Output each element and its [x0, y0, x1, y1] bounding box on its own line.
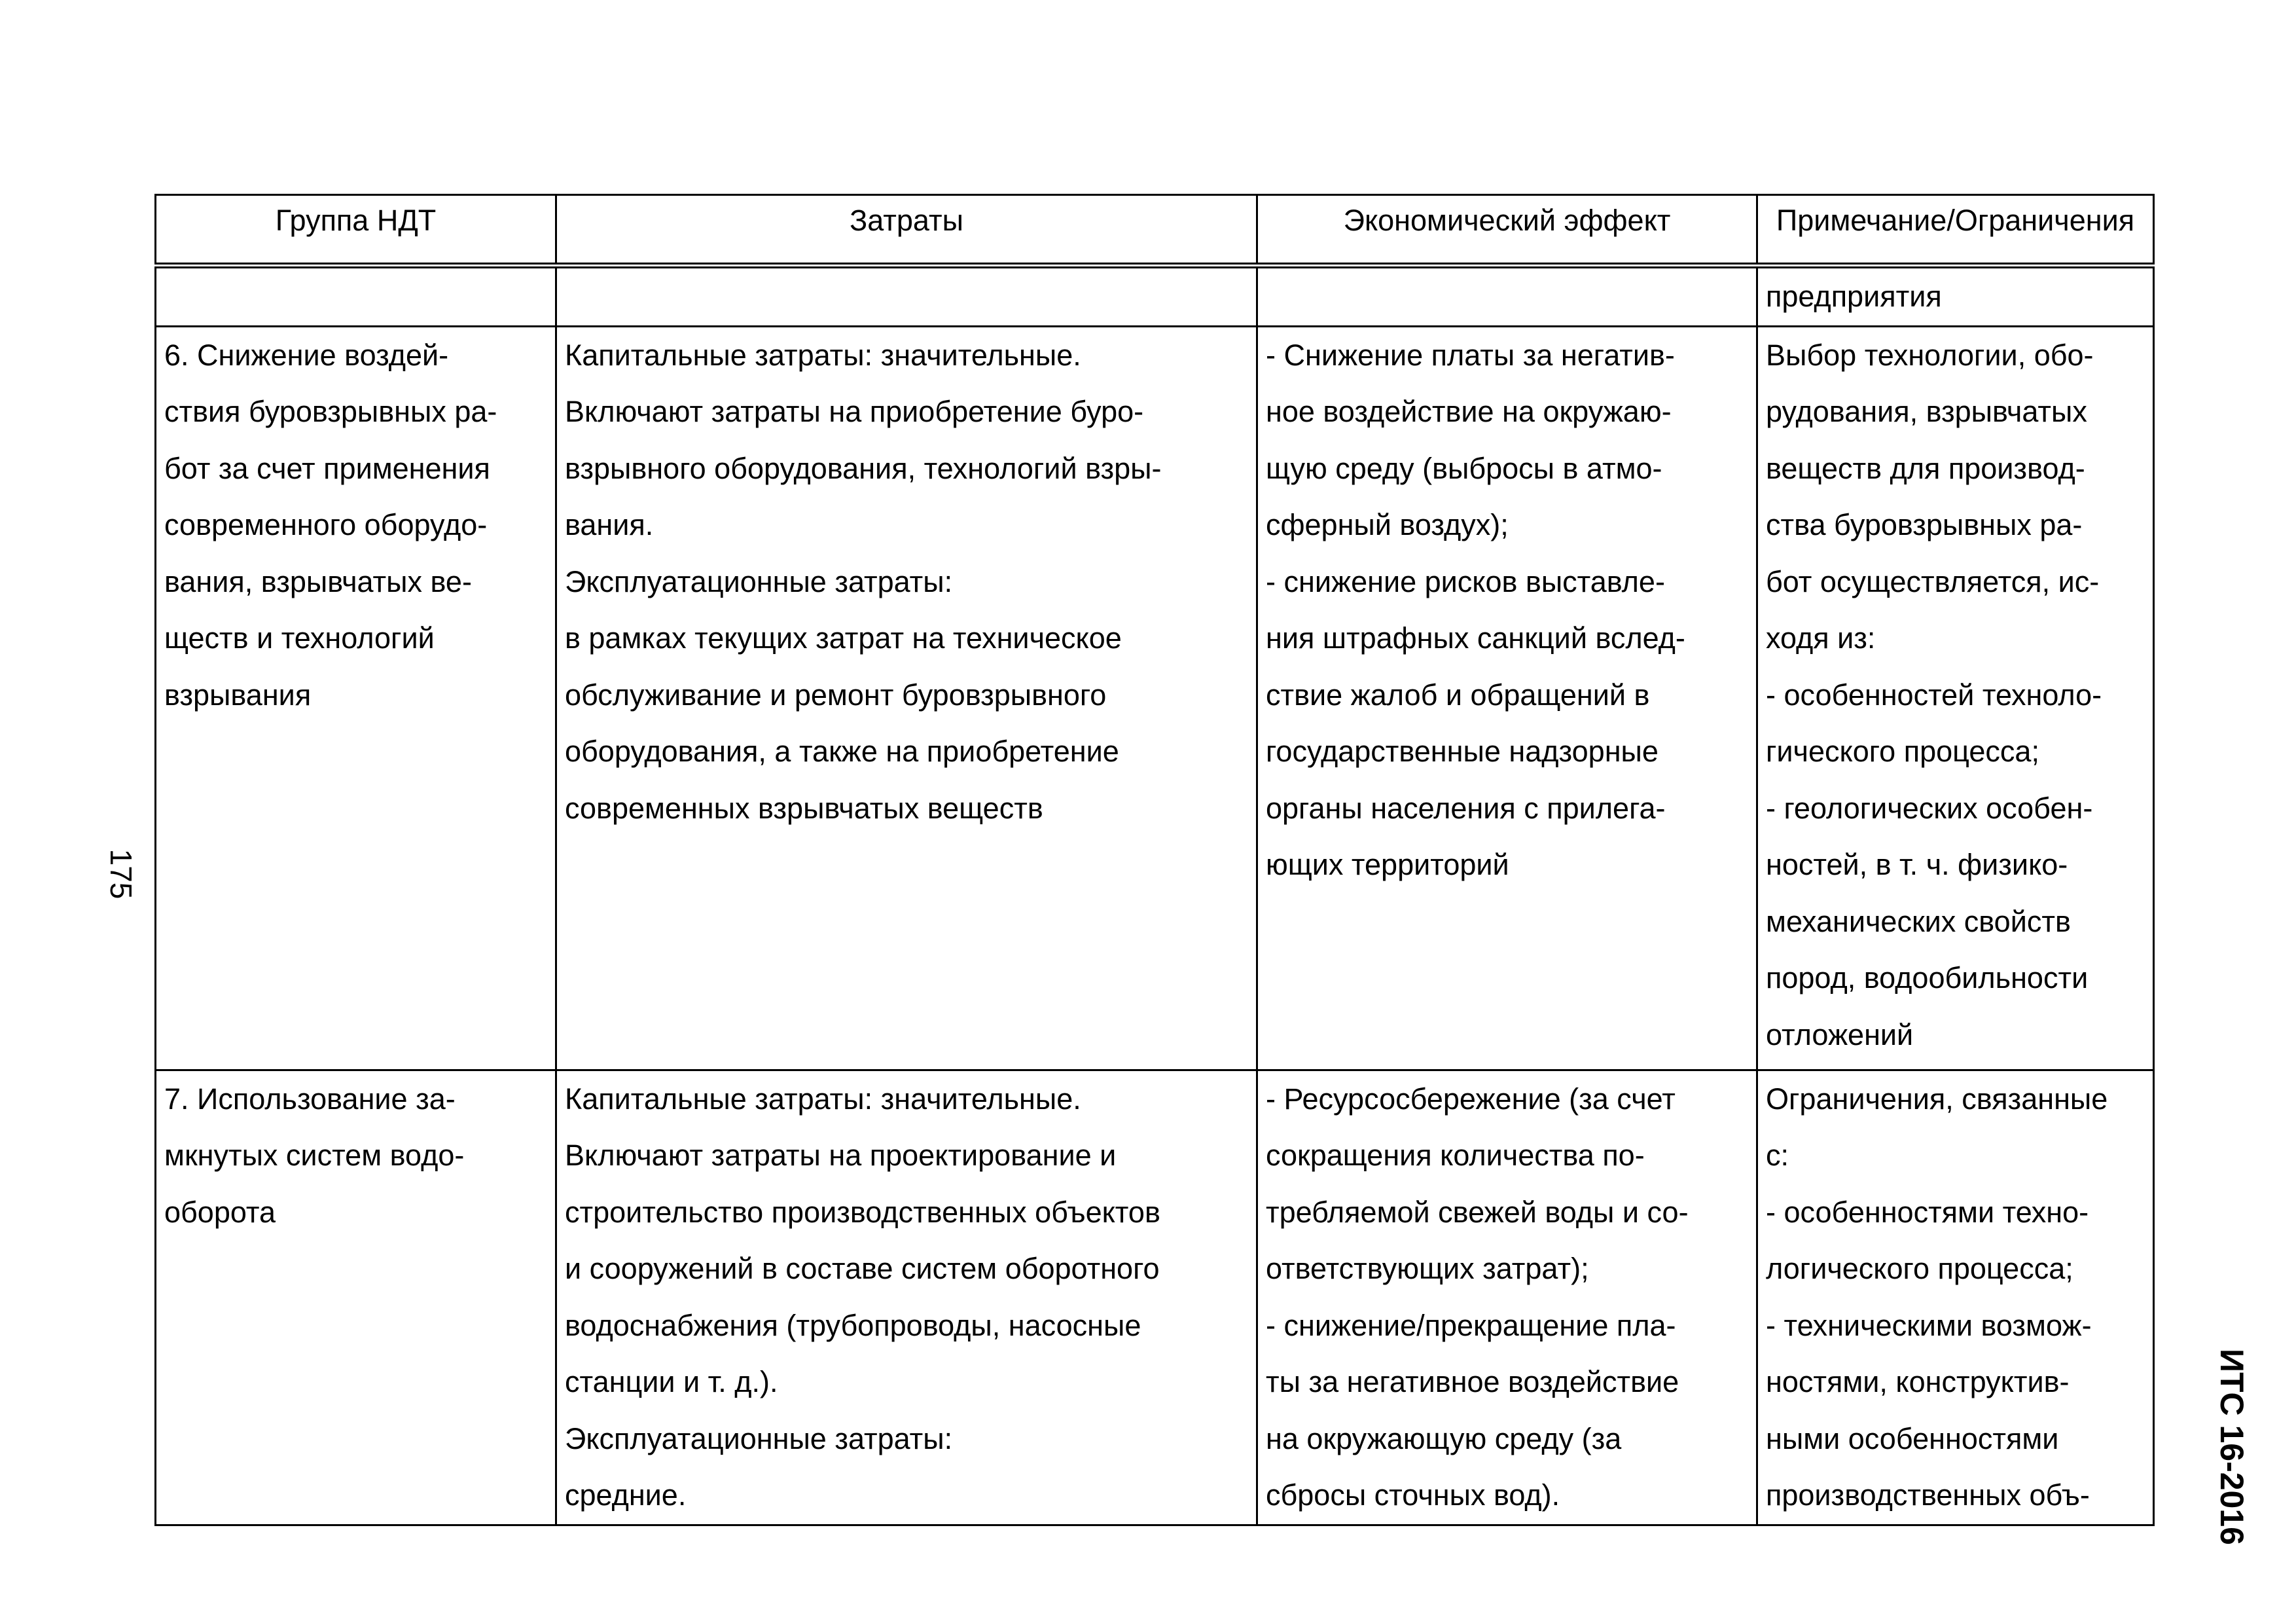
cell-text-line: взрывного оборудования, технологий взры- [565, 451, 1162, 485]
cell-text-line: Капитальные затраты: значительные. [565, 1082, 1081, 1116]
header-group: Группа НДТ [156, 195, 556, 266]
cell-text-line: органы населения с прилега- [1266, 791, 1666, 825]
ndt-table [154, 194, 2155, 1526]
cell-text-line: ходя из: [1766, 621, 1876, 655]
cont-cell-effect [1257, 266, 1757, 327]
cell-text-line: Эксплуатационные затраты: [565, 564, 953, 598]
cell-text-line: щую среду (выбросы в атмо- [1266, 451, 1662, 485]
document-code: ИТС 16-2016 [2214, 1349, 2250, 1545]
cont-cell-costs [556, 266, 1257, 327]
cell-text-line: оборудования, а также на приобретение [565, 735, 1119, 768]
cell-text-line: бот за счет применения [164, 451, 490, 485]
table-row [156, 1070, 2154, 1525]
cell-text-line: сбросы сточных вод). [1266, 1478, 1560, 1512]
cell-text-line: ства буровзрывных ра- [1766, 508, 2083, 541]
cell-text-line: Капитальные затраты: значительные. [565, 338, 1081, 372]
cell-text-line: - Ресурсосбережение (за счет [1266, 1082, 1676, 1116]
cell-text-line: с: [1766, 1139, 1789, 1172]
cell-text-line: 7. Использование за- [164, 1082, 456, 1116]
cell-text-line: мкнутых систем водо- [164, 1139, 465, 1172]
cell-text-line: - особенностей техноло- [1766, 678, 2102, 712]
cell-text-line: производственных объ- [1766, 1478, 2090, 1512]
cell-text-line: отложений [1766, 1017, 1914, 1051]
cell-text-line: ностей, в т. ч. физико- [1766, 848, 2068, 881]
cell-notes [1757, 1070, 2154, 1525]
cell-group [156, 326, 556, 1070]
cell-text-line: механических свойств [1766, 904, 2071, 938]
header-costs: Затраты [556, 195, 1257, 266]
cell-text-line: бот осуществляется, ис- [1766, 564, 2100, 598]
cell-text-line: ществ и технологий [164, 621, 435, 655]
cell-text-line: станции и т. д.). [565, 1365, 778, 1398]
cell-text-line: современного оборудо- [164, 508, 488, 541]
cell-text-line: ответствующих затрат); [1266, 1252, 1589, 1285]
cell-costs [556, 326, 1257, 1070]
cell-text-line: - геологических особен- [1766, 791, 2093, 825]
cell-text-line: ствие жалоб и обращений в [1266, 678, 1650, 712]
cell-group [156, 1070, 556, 1525]
table-header-row [156, 195, 2154, 266]
cell-text-line: пород, водообильности [1766, 961, 2089, 994]
cell-text-line: Эксплуатационные затраты: [565, 1421, 953, 1455]
cell-text-line: Ограничения, связанные [1766, 1082, 2108, 1116]
cell-text-line: ностями, конструктив- [1766, 1365, 2070, 1398]
cell-text-line: гического процесса; [1766, 735, 2039, 768]
cell-text-line: 6. Снижение воздей- [164, 338, 449, 372]
cell-notes [1757, 326, 2154, 1070]
cell-text-line: - снижение рисков выставле- [1266, 564, 1665, 598]
cell-text-line: строительство производственных объектов [565, 1195, 1160, 1229]
cell-text-line: ты за негативное воздействие [1266, 1365, 1679, 1398]
cell-text-line: государственные надзорные [1266, 735, 1659, 768]
cell-text-line: и сооружений в составе систем оборотного [565, 1252, 1160, 1285]
cell-text-line: Включают затраты на проектирование и [565, 1139, 1117, 1172]
cell-text-line: ющих территорий [1266, 848, 1509, 881]
cell-text-line: сферный воздух); [1266, 508, 1509, 541]
cell-effect [1257, 326, 1757, 1070]
cell-text-line: требляемой свежей воды и со- [1266, 1195, 1689, 1229]
cell-text-line: в рамках текущих затрат на техническое [565, 621, 1122, 655]
cell-text-line: вания. [565, 508, 654, 541]
cell-text-line: ное воздействие на окружаю- [1266, 395, 1672, 428]
continuation-row [156, 266, 2154, 327]
cell-text-line: ными особенностями [1766, 1421, 2059, 1455]
cell-effect [1257, 1070, 1757, 1525]
cell-text-line: ния штрафных санкций вслед- [1266, 621, 1685, 655]
cell-text-line: современных взрывчатых веществ [565, 791, 1043, 825]
cell-text-line: ствия буровзрывных ра- [164, 395, 497, 428]
cont-cell-group [156, 266, 556, 327]
cell-text-line: - снижение/прекращение пла- [1266, 1308, 1676, 1342]
cell-text-line: взрывания [164, 678, 312, 712]
cell-text-line: водоснабжения (трубопроводы, насосные [565, 1308, 1141, 1342]
cell-text-line: обслуживание и ремонт буровзрывного [565, 678, 1107, 712]
cell-text-line: - Снижение платы за негатив- [1266, 338, 1675, 372]
cell-text-line: сокращения количества по- [1266, 1139, 1645, 1172]
cell-text-line: рудования, взрывчатых [1766, 395, 2087, 428]
cell-text-line: - техническими возмож- [1766, 1308, 2092, 1342]
cont-cell-notes: предприятия [1757, 266, 2154, 327]
cell-text-line: оборота [164, 1195, 276, 1229]
cell-text-line: веществ для производ- [1766, 451, 2085, 485]
cell-text-line: Включают затраты на приобретение буро- [565, 395, 1144, 428]
cell-costs [556, 1070, 1257, 1525]
cell-text-line: на окружающую среду (за [1266, 1421, 1622, 1455]
page-number: 175 [104, 848, 138, 900]
cell-text-line: Выбор технологии, обо- [1766, 338, 2094, 372]
cell-text-line: - особенностями техно- [1766, 1195, 2089, 1229]
table-row [156, 326, 2154, 1070]
header-notes: Примечание/Ограничения [1757, 195, 2154, 266]
cell-text-line: вания, взрывчатых ве- [164, 564, 472, 598]
header-effect: Экономический эффект [1257, 195, 1757, 266]
cell-text-line: логического процесса; [1766, 1252, 2073, 1285]
cell-text-line: средние. [565, 1478, 687, 1512]
